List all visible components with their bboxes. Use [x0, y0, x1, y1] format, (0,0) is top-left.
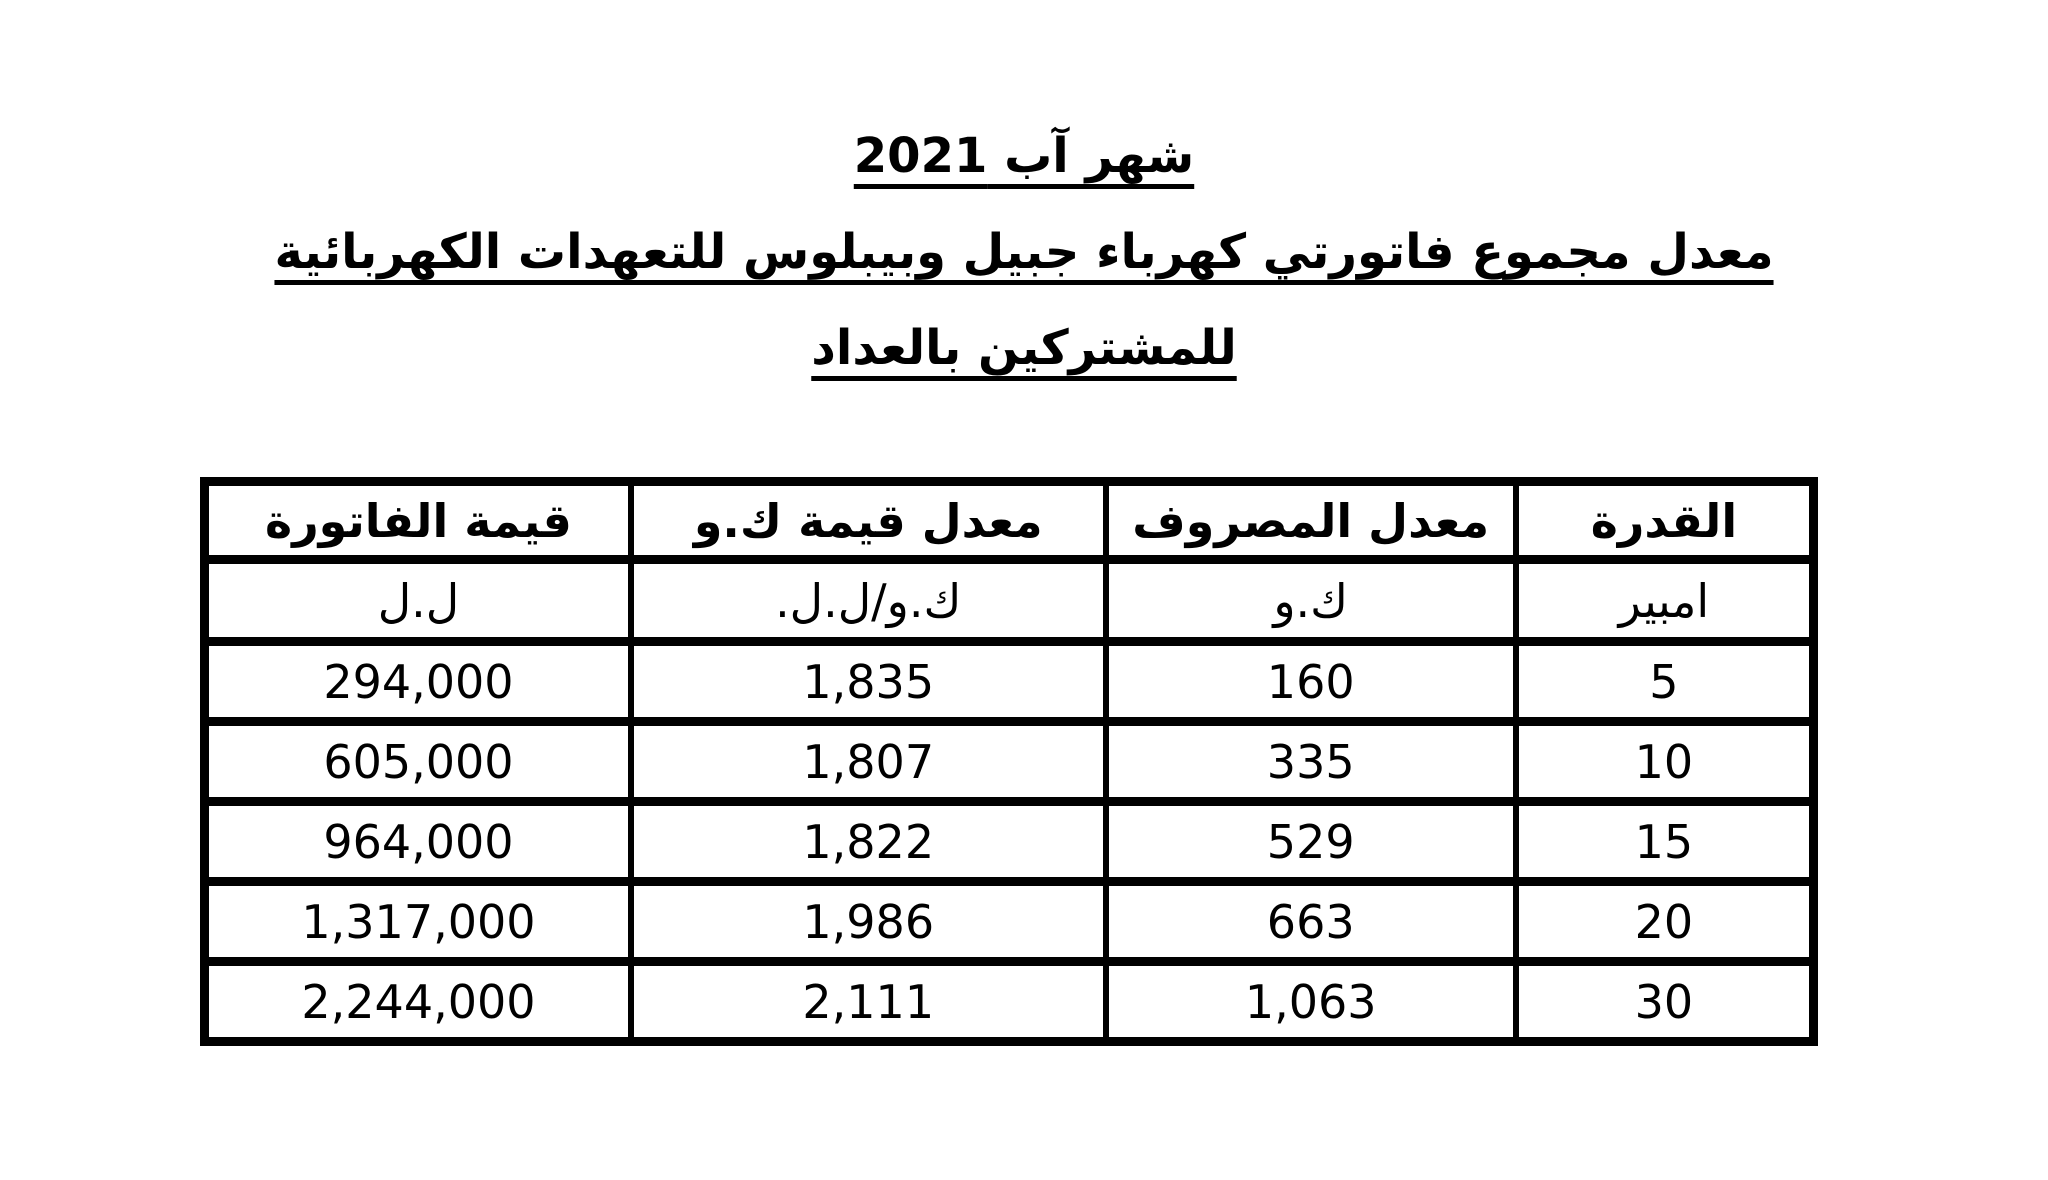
cell-avg-consumption: 663	[1106, 882, 1516, 962]
col-header-capacity: القدرة	[1516, 482, 1814, 560]
title-month-year: شهر آب 2021	[853, 128, 1195, 184]
header-row	[205, 482, 1814, 560]
cell-avg-kwh-value: 1,835	[631, 642, 1106, 722]
unit-kw-per-ll: ك.و/ل.ل.	[631, 560, 1106, 642]
col-header-avg-consumption: معدل المصروف	[1106, 482, 1516, 560]
cell-avg-kwh-value: 1,986	[631, 882, 1106, 962]
cell-avg-consumption: 160	[1106, 642, 1516, 722]
cell-capacity: 30	[1516, 962, 1814, 1042]
title-subscribers: للمشتركين بالعداد	[811, 320, 1237, 376]
cell-capacity: 15	[1516, 802, 1814, 882]
cell-bill-value: 2,244,000	[205, 962, 631, 1042]
cell-bill-value: 605,000	[205, 722, 631, 802]
table-row	[205, 802, 1814, 882]
unit-ampere: امبير	[1516, 560, 1814, 642]
cell-bill-value: 294,000	[205, 642, 631, 722]
cell-bill-value: 964,000	[205, 802, 631, 882]
table-row	[205, 882, 1814, 962]
table-row	[205, 962, 1814, 1042]
cell-bill-value: 1,317,000	[205, 882, 631, 962]
col-header-bill-value: قيمة الفاتورة	[205, 482, 631, 560]
cell-avg-consumption: 335	[1106, 722, 1516, 802]
cell-capacity: 20	[1516, 882, 1814, 962]
unit-kw: ك.و	[1106, 560, 1516, 642]
cell-avg-consumption: 529	[1106, 802, 1516, 882]
unit-row	[205, 560, 1814, 642]
electricity-bill-table	[200, 477, 1818, 1046]
unit-ll: ل.ل	[205, 560, 631, 642]
cell-avg-kwh-value: 1,807	[631, 722, 1106, 802]
cell-avg-kwh-value: 1,822	[631, 802, 1106, 882]
title-block	[0, 108, 2048, 396]
col-header-avg-kwh-value: معدل قيمة ك.و	[631, 482, 1106, 560]
title-description: معدل مجموع فاتورتي كهرباء جبيل وبيبلوس للتعهدات الكهربائية	[274, 224, 1774, 280]
table-row	[205, 642, 1814, 722]
table-row	[205, 722, 1814, 802]
cell-capacity: 10	[1516, 722, 1814, 802]
cell-avg-consumption: 1,063	[1106, 962, 1516, 1042]
cell-avg-kwh-value: 2,111	[631, 962, 1106, 1042]
cell-capacity: 5	[1516, 642, 1814, 722]
